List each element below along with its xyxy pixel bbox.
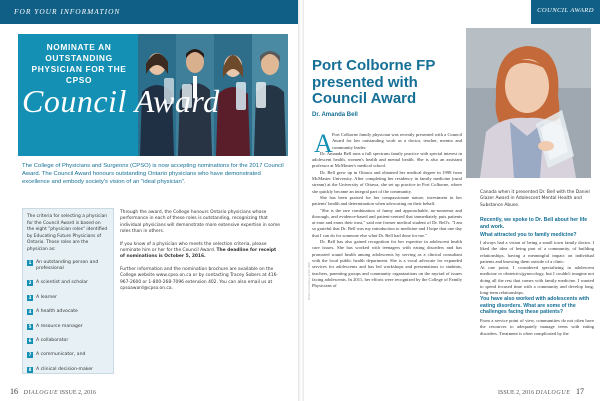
role-number: 5 [28,323,32,329]
list-item [27,338,111,344]
right-page-number: 17 [575,387,584,396]
right-footer [498,387,584,396]
role-label: A communicator, and [36,352,86,358]
list-item [27,295,111,301]
role-label: A learner [36,294,57,300]
left-issue-label: ISSUE 2, 2016 [59,390,96,396]
right-magazine-name: DIALOGUE [535,390,571,396]
list-item [27,309,111,315]
article-column-1 [312,132,462,289]
list-item [27,260,111,272]
list-item [27,324,111,330]
lead-paragraph: Port Colborne family physician was recently presented with a Council Award for her outstanding work as a doctor, teacher, mentor and community leader. [332,132,462,150]
role-number: 2 [28,280,32,286]
list-item [27,352,111,358]
banner-award-script: Council Award [22,83,220,119]
left-page-number: 16 [10,387,18,396]
role-label: A resource manager [36,323,83,329]
role-label: A health advocate [36,309,78,315]
right-section-label: COUNCIL AWARD [537,7,594,14]
details-paragraph-3: Further information and the nomination brochure are available on the College website www.cpso.on.ca or by contacting Tracey Sobers at 416-967-2600 or 1-800-268-7096 extension 402. You can also email us at cpsoaward@cpso.on.ca. [120,266,278,292]
article-paragraph: Dr. Amanda Bell runs a full spectrum family practice with special interest in adolescent health, women's health and mental health. She is also an assistant professor at McMaster's medical school. [312,150,462,169]
role-label: An outstanding person and professional [36,260,99,271]
interview-intro: Recently, we spoke to Dr. Bell about her life and work. [480,217,588,230]
details-paragraph-1: Through the award, the College honours Ontario physicians whose performance in each of these roles is outstanding, recognizing that individual physicians will demonstrate more extensive expertise in some roles than in others. [120,210,280,235]
question-heading: You have also worked with adolescents with eating disorders. What are some of the challenges facing these patients? [480,296,590,316]
details-paragraph-2 [120,242,282,261]
award-recipient-portrait [466,28,591,178]
role-number: 8 [28,366,32,372]
drop-cap: A [314,129,333,158]
banner-title: NOMINATE AN OUTSTANDING PHYSICIAN FOR THE CPSO [31,42,127,85]
role-number: 3 [28,294,32,300]
answer-paragraph: From a service point of view, communities do not often have the resources to adequately manage teens with eating disorders. Treatment is often complicated by the [480,318,594,336]
answer-paragraph: At one point, I considered specializing in adolescent medicine or obstetrics/gynecology, but I couldn't imagine not doing all the rest that comes with family medicine. I wanted to spend focused time with a community and develop long, long-term relationships. [480,265,594,296]
photo-credit: Photo courtesy of Dr. Bell [307,261,311,300]
left-footer [10,387,96,396]
deadline-text: The deadline for receipt of nominations is October 5, 2016. [120,248,277,260]
portrait-photo [466,28,591,178]
article-paragraph: She has been praised for her compassionate nature, investment in her patients' health and determination when advocating on their behalf. [312,194,462,207]
article-paragraph: Dr. Bell grew up in Ottawa and obtained her medical degree in 1998 from McMaster University. After completing her residency in family medicine (rural stream) at the University of Ottawa, she set up practice in Port Colborne, where she quickly became an integral part of the community. [312,169,462,194]
answer-paragraph: I always had a vision of being a small town family doctor. I liked the idea of being part of a community, of building relationships, having a meaningful impact on individual patients and knowing them outside of a clinic. [480,240,594,264]
article-paragraph: "She is the rare combination of funny and approachable, no-nonsense and thorough, and evidence-based and patient-centred that immediately puts patients at ease and earns their trust," said one former medical student of Dr. Bell's. "I am so grateful that Dr. Bell was my introduction to medicine and I hope that one day that I can do for someone else what Dr. Bell had done for me." [312,207,462,238]
role-label: A clinical decision-maker [36,366,94,372]
role-number: 4 [28,309,32,315]
right-issue-label: ISSUE 2, 2016 [498,390,535,396]
left-section-header [0,0,299,24]
role-label: A scientist and scholar [36,280,88,286]
left-magazine-name: DIALOGUE [23,390,59,396]
role-number: 7 [28,352,32,358]
question-heading: What attracted you to family medicine? [480,232,577,238]
page-gutter [298,0,304,401]
role-number: 1 [28,260,32,265]
list-item [27,367,111,373]
intro-paragraph: The College of Physicians and Surgeons (CPSO) is now accepting nominations for the 2017 Council Award. The Council Award honours outstanding Ontario physicians who have demonstrated excellence and embody society's vision of an "ideal physician". [22,163,284,186]
right-section-header [531,0,600,24]
role-label: A collaborator [36,337,69,343]
nomination-text: If you know of a physician who meets the selection criteria, please nominate him or her for the Council Award. [120,241,267,254]
left-section-label: FOR YOUR INFORMATION [14,7,121,16]
list-item [27,280,111,286]
award-details-column [120,210,282,298]
article-paragraph: Dr. Bell has also gained recognition for her expertise in adolescent health care issues. She has worked with teenagers with eating disorders and has promoted sound health among adolescents by serving as a clinical consultant with the local public health department. She is a vocal advocate for expanded services for adolescents and has led workshops and presentations to students, teachers, parenting groups and community organizations on the myriad of issues facing adolescents. In 2011, her efforts were recognized by the College of Family Physicians of [312,239,462,289]
criteria-intro: The criteria for selecting a physician for the Council Award is based on the eight "physician roles" identified by Educating Future Physicians of Ontario. Those roles are the physician as: [27,214,108,252]
column-2-continuation: Canada when it presented Dr. Bell with the Daniel Glazer Award in Adolescent Mental Health and Substance Abuse. [480,190,590,208]
article-byline: Dr. Amanda Bell [312,112,358,118]
role-number: 6 [28,337,32,343]
physician-roles-list [27,260,111,381]
article-title: Port Colborne FP presented with Council Award [312,57,436,107]
